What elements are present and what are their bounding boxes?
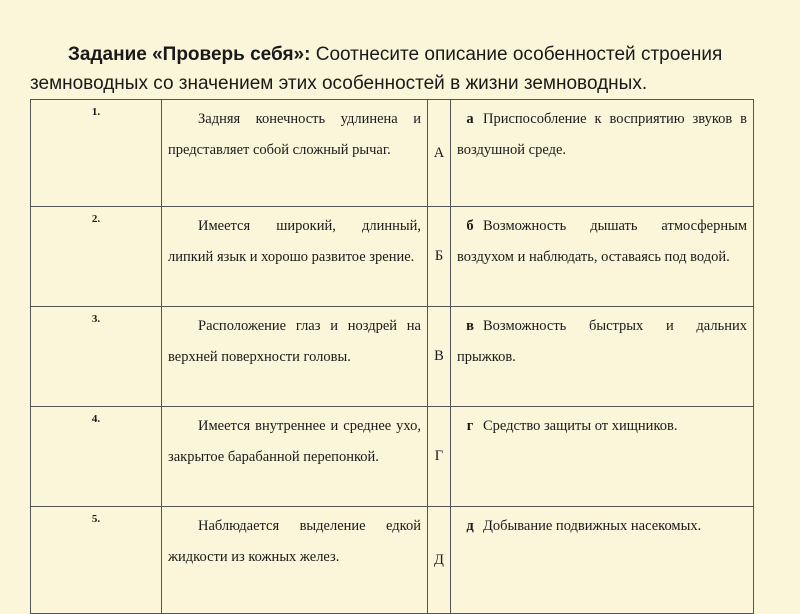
meaning-text: Приспособление к восприятию звуков в воздушной среде. xyxy=(457,111,747,158)
table-row xyxy=(31,207,754,307)
task-heading xyxy=(30,40,770,98)
feature-description: Имеется широкий, длинный, липкий язык и хорошо развитое зрение. xyxy=(162,207,428,307)
meaning-marker: б xyxy=(466,218,474,234)
answer-letter: Б xyxy=(428,207,451,307)
meaning-cell xyxy=(451,307,754,407)
meaning-cell xyxy=(451,507,754,614)
meaning-marker: в xyxy=(466,318,474,334)
row-number: 2. xyxy=(31,207,162,307)
matching-table xyxy=(30,99,754,614)
meaning-text: Средство защиты от хищников. xyxy=(483,418,678,434)
feature-description: Имеется внутреннее и среднее ухо, закрытое барабанной перепонкой. xyxy=(162,407,428,507)
table-row xyxy=(31,100,754,207)
feature-description: Наблюдается выделение едкой жидкости из кожных желез. xyxy=(162,507,428,614)
feature-description: Расположение глаз и ноздрей на верхней поверхности головы. xyxy=(162,307,428,407)
row-number: 1. xyxy=(31,100,162,207)
row-number: 5. xyxy=(31,507,162,614)
table-row xyxy=(31,407,754,507)
meaning-text: Возможность быстрых и дальних прыжков. xyxy=(457,318,747,365)
table-row xyxy=(31,307,754,407)
table-row xyxy=(31,507,754,614)
answer-letter: Д xyxy=(428,507,451,614)
meaning-cell xyxy=(451,407,754,507)
answer-letter: Г xyxy=(428,407,451,507)
task-instruction: Соотнесите описание особенностей строения земноводных со значением этих особенностей в жизни земноводных xyxy=(30,44,723,94)
meaning-cell xyxy=(451,207,754,307)
meaning-text: Добывание подвижных насекомых. xyxy=(483,518,702,534)
meaning-marker: а xyxy=(466,111,474,127)
meaning-marker: д xyxy=(466,518,474,534)
row-number: 3. xyxy=(31,307,162,407)
meaning-cell xyxy=(451,100,754,207)
task-title: Задание «Проверь себя»: xyxy=(68,44,311,65)
answer-letter: А xyxy=(428,100,451,207)
task-period: . xyxy=(641,73,648,94)
meaning-text: Возможность дышать атмосферным воздухом и наблюдать, оставаясь под водой. xyxy=(457,218,747,265)
meaning-marker: г xyxy=(466,418,474,434)
row-number: 4. xyxy=(31,407,162,507)
feature-description: Задняя конечность удлинена и представляет собой сложный рычаг. xyxy=(162,100,428,207)
answer-letter: В xyxy=(428,307,451,407)
